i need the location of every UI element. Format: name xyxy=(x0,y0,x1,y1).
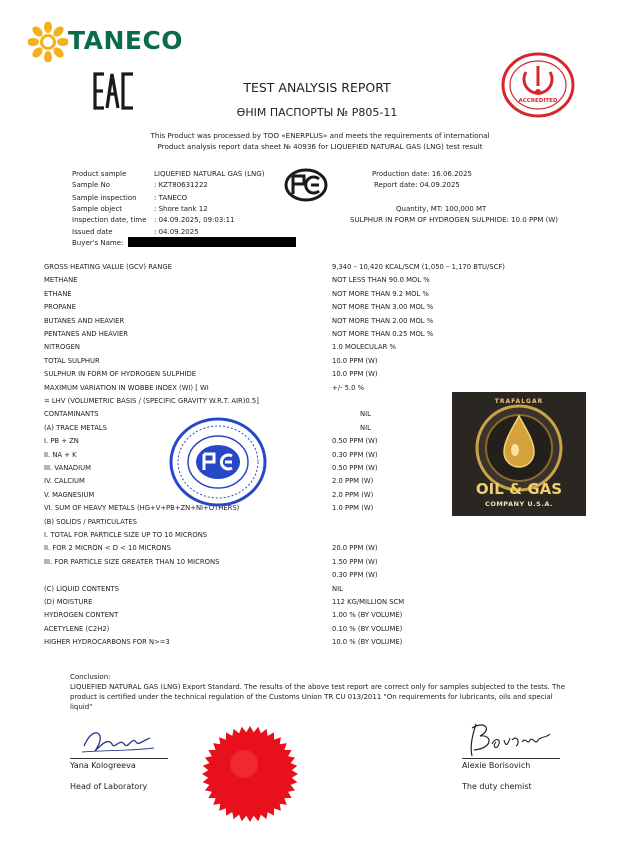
row-label: VI. SUM OF HEAVY METALS (HG+V+PB+ZN+NI+OTHERS) xyxy=(44,504,240,513)
row-label: SULPHUR IN FORM OF HYDROGEN SULPHIDE xyxy=(44,370,197,379)
row-label: (C) LIQUID CONTENTS xyxy=(44,584,119,593)
row-value: 2.0 PPM (W) xyxy=(332,477,374,486)
info-right-line: Report date: 04.09.2025 xyxy=(374,181,460,189)
blue-round-stamp xyxy=(168,416,268,508)
info-label: Product sample xyxy=(72,170,127,178)
row-label: (B) SOLIDS / PARTICULATES xyxy=(44,517,137,526)
intro-text xyxy=(120,130,520,152)
row-value: NOT MORE THAN 2.00 MOL % xyxy=(332,316,434,325)
info-value: : 04.09.2025 xyxy=(154,228,199,236)
signature-left xyxy=(78,724,158,760)
oil-gas-badge xyxy=(452,392,586,516)
row-label: PROPANE xyxy=(44,303,76,312)
row-value: NOT MORE THAN 9.2 MOL % xyxy=(332,289,429,298)
intro-line-1: This Product was processed by TOO «ENERPLUS» and meets the requirements of international xyxy=(150,131,490,140)
row-value: 0.30 PPM (W) xyxy=(332,450,378,459)
row-value: 0.10 % (BY VOLUME) xyxy=(332,624,403,633)
conclusion-heading: Conclusion: xyxy=(70,673,111,681)
red-wax-seal xyxy=(200,724,300,824)
row-label: (D) MOISTURE xyxy=(44,598,93,606)
row-label: HYDROGEN CONTENT xyxy=(44,611,119,620)
signature-line-right xyxy=(462,758,560,759)
row-value: NIL xyxy=(360,410,371,419)
signer-left-role: Head of Laboratory xyxy=(70,782,148,791)
row-value: 9,340 – 10,420 KCAL/SCM (1,050 – 1,170 BTU/SCF) xyxy=(332,263,505,271)
row-value: 1.0 MOLECULAR % xyxy=(332,343,396,352)
row-label: NITROGEN xyxy=(44,343,80,352)
row-value: NIL xyxy=(360,423,371,432)
row-value: NOT MORE THAN 0.25 MOL % xyxy=(332,330,434,338)
info-value: : Shore tank 12 xyxy=(154,205,208,213)
signature-line-left xyxy=(70,758,168,759)
info-right-line: Production date: 16.06.2025 xyxy=(372,170,472,178)
oil-gas-main-text: OIL & GAS xyxy=(475,480,563,498)
row-value: 20.0 PPM (W) xyxy=(332,544,378,553)
info-label: Sample No xyxy=(72,181,110,189)
row-label: I. PB + ZN xyxy=(44,437,79,446)
row-label: METHANE xyxy=(44,276,78,285)
row-label: V. MAGNESIUM xyxy=(44,490,95,499)
row-value: 0.50 PPM (W) xyxy=(332,437,378,446)
row-value: NOT LESS THAN 90.0 MOL % xyxy=(332,276,430,285)
page-subtitle: ӨНІМ ПАСПОРТЫ № P805-11 xyxy=(236,106,398,119)
row-label: ETHANE xyxy=(44,289,72,298)
row-value: NOT MORE THAN 3.00 MOL % xyxy=(332,303,434,312)
info-label: Buyer's Name: xyxy=(72,239,124,247)
row-label: TOTAL SULPHUR xyxy=(44,356,100,365)
logo-text: TANECO xyxy=(68,26,184,55)
row-label: IV. CALCIUM xyxy=(44,477,85,486)
oil-gas-sub-text: COMPANY U.S.A. xyxy=(485,500,553,508)
row-value: 112 KG/MILLION SCM xyxy=(332,598,405,606)
signer-right-role: The duty chemist xyxy=(462,782,532,791)
row-value: NIL xyxy=(332,584,343,593)
taneco-logo xyxy=(28,22,68,62)
info-label: Inspection date, time xyxy=(72,216,147,224)
row-label: III. VANADIUM xyxy=(44,464,92,472)
row-value: 1.0 PPM (W) xyxy=(332,504,374,513)
row-label: (A) TRACE METALS xyxy=(44,423,107,432)
page-title: TEST ANALYSIS REPORT xyxy=(243,80,391,95)
row-label: CONTAMINANTS xyxy=(44,410,99,419)
row-label: I. TOTAL FOR PARTICLE SIZE UP TO 10 MICRONS xyxy=(44,531,208,539)
row-value: 0.30 PPM (W) xyxy=(332,571,378,580)
row-label: ACETYLENE (C2H2) xyxy=(44,624,110,633)
info-right-line: SULPHUR IN FORM OF HYDROGEN SULPHIDE: 10.0 PPM (W) xyxy=(350,216,559,224)
row-value: 1.50 PPM (W) xyxy=(332,557,378,566)
row-value: 0.50 PPM (W) xyxy=(332,464,378,472)
accredited-label: ACCREDITED xyxy=(518,98,558,104)
conclusion-block xyxy=(70,672,570,712)
info-label: Sample object xyxy=(72,205,123,213)
row-label: BUTANES AND HEAVIER xyxy=(44,316,125,325)
info-right-line: Quantity, MT: 100,000 MT xyxy=(396,205,487,213)
row-label: II. FOR 2 MICRON < D < 10 MICRONS xyxy=(44,544,171,553)
gost-mark xyxy=(284,168,328,202)
row-value: 1.00 % (BY VOLUME) xyxy=(332,611,403,620)
signer-left-name: Yana Kologreeva xyxy=(70,761,136,770)
signer-right-name: Alexie Borisovich xyxy=(462,761,531,770)
row-label: MAXIMUM VARIATION IN WOBBE INDEX (WI) [ WI xyxy=(44,383,209,392)
oil-gas-top-text: TRAFALGAR xyxy=(494,398,544,405)
info-value: : KZT80631222 xyxy=(154,181,208,189)
row-value: +/- 5.0 % xyxy=(332,383,365,392)
row-label: = LHV (VOLUMETRIC BASIS / (SPECIFIC GRAVITY W.R.T. AIR)0.5] xyxy=(44,397,259,405)
sun-icon xyxy=(28,22,68,62)
row-value: 10.0 PPM (W) xyxy=(332,370,378,379)
info-label: Issued date xyxy=(72,228,113,236)
row-label: PENTANES AND HEAVIER xyxy=(44,330,129,338)
info-value: : TANECO xyxy=(154,194,188,202)
row-label: III. FOR PARTICLE SIZE GREATER THAN 10 MICRONS xyxy=(44,557,220,566)
row-value: 2.0 PPM (W) xyxy=(332,490,374,499)
row-label: GROSS HEATING VALUE (GCV) RANGE xyxy=(44,263,172,271)
buyer-name-redaction xyxy=(128,237,296,247)
conclusion-text: LIQUEFIED NATURAL GAS (LNG) Export Standard. The results of the above test report are correct only for samples subjected to the tests. The product is certified under the technical regulation of the Customs Union TR CU 013/2011 "On requirements for lubricants, oils and special liquid" xyxy=(70,683,566,711)
row-value: 10.0 % (BY VOLUME) xyxy=(332,638,403,647)
signature-right xyxy=(462,718,558,760)
intro-line-2: Product analysis report data sheet № 40936 for LIQUEFIED NATURAL GAS (LNG) test result xyxy=(157,142,483,151)
info-label: Sample inspection xyxy=(72,194,137,202)
row-label: II. NA + K xyxy=(44,450,77,459)
info-value: : 04.09.2025, 09:03:11 xyxy=(154,216,235,224)
info-value: LIQUEFIED NATURAL GAS (LNG) xyxy=(154,170,265,178)
row-label: HIGHER HYDROCARBONS FOR N>=3 xyxy=(44,638,170,647)
row-value: 10.0 PPM (W) xyxy=(332,356,378,365)
